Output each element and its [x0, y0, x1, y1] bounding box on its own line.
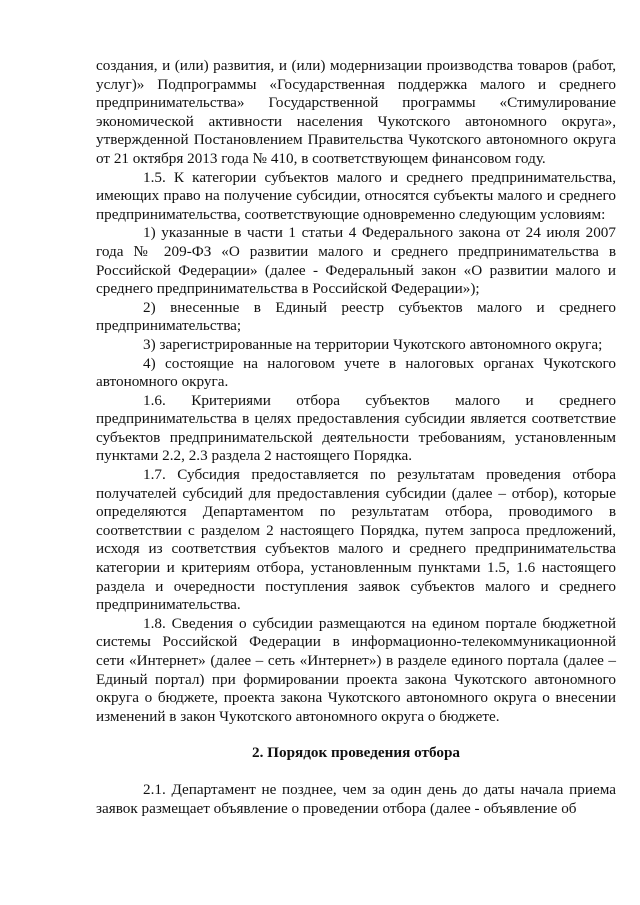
- paragraph-1-8: 1.8. Сведения о субсидии размещаются на едином портале бюджетной системы Российской Федерации в информационно-телекоммуникационной сети «Интернет» (далее – сеть «Интернет») в разделе единого портала (далее – Единый портал) при формировании проекта закона Чукотского автономного округа о бюджете, проекта закона Чукотского автономного округа о внесении изменений в закон Чукотского автономного округа о бюджете.: [96, 614, 616, 725]
- spacer: [96, 763, 616, 781]
- paragraph-1-5-item-3: 3) зарегистрированные на территории Чукотского автономного округа;: [143, 335, 603, 353]
- paragraph-1-5-item-1: 1) указанные в части 1 статьи 4 Федерального закона от 24 июля 2007 года № 209-ФЗ «О развитии малого и среднего предпринимательства в Российской Федерации» (далее - Федеральный закон «О развитии малого и среднего предпринимательства в Российской Федерации»);: [96, 224, 616, 298]
- paragraph-2-1: 2.1. Департамент не позднее, чем за один день до даты начала приема заявок размещает объявление о проведении отбора (далее - объявление об: [96, 780, 616, 817]
- paragraph-1-7: 1.7. Субсидия предоставляется по результатам проведения отбора получателей субсидий для предоставления субсидии (далее – отбор), которые определяются Департаментом по результатам отбора, проводимого в соответствии с разделом 2 настоящего Порядка, путем запроса предложений, исходя из соответствия субъектов малого и среднего предпринимательства категории и критериям отбора, установленным пунктами 1.5, 1.6 настоящего раздела и очередности поступления заявок субъектов малого и среднего предпринимательства.: [96, 466, 616, 614]
- paragraph-1-5-item-4: 4) состоящие на налоговом учете в налоговых органах Чукотского автономного округа.: [96, 354, 616, 391]
- paragraph-1-6: 1.6. Критериями отбора субъектов малого и среднего предпринимательства в целях предоставления субсидии является соответствие субъектов предпринимательской деятельности требованиям, установленным пунктами 2.2, 2.3 раздела 2 настоящего Порядка.: [96, 391, 616, 465]
- paragraph-continuation: создания, и (или) развития, и (или) модернизации производства товаров (работ, услуг)» Подпрограммы «Государственная поддержка малого и среднего предпринимательства» Государственной программы «Стимулирование экономической активности населения Чукотского автономного округа», утвержденной Постановлением Правительства Чукотского автономного округа от 21 октября 2013 года № 410, в соответствующем финансовом году.: [96, 57, 616, 167]
- paragraph-1-5: 1.5. К категории субъектов малого и среднего предпринимательства, имеющих право на получение субсидии, относятся субъекты малого и среднего предпринимательства, соответствующие одновременно следующим условиям:: [96, 168, 616, 223]
- paragraph-1-5-item-2: 2) внесенные в Единый реестр субъектов малого и среднего предпринимательства;: [96, 298, 616, 335]
- section-heading: 2. Порядок проведения отбора: [251, 744, 461, 762]
- document-page: [96, 57, 616, 818]
- spacer: [96, 726, 616, 744]
